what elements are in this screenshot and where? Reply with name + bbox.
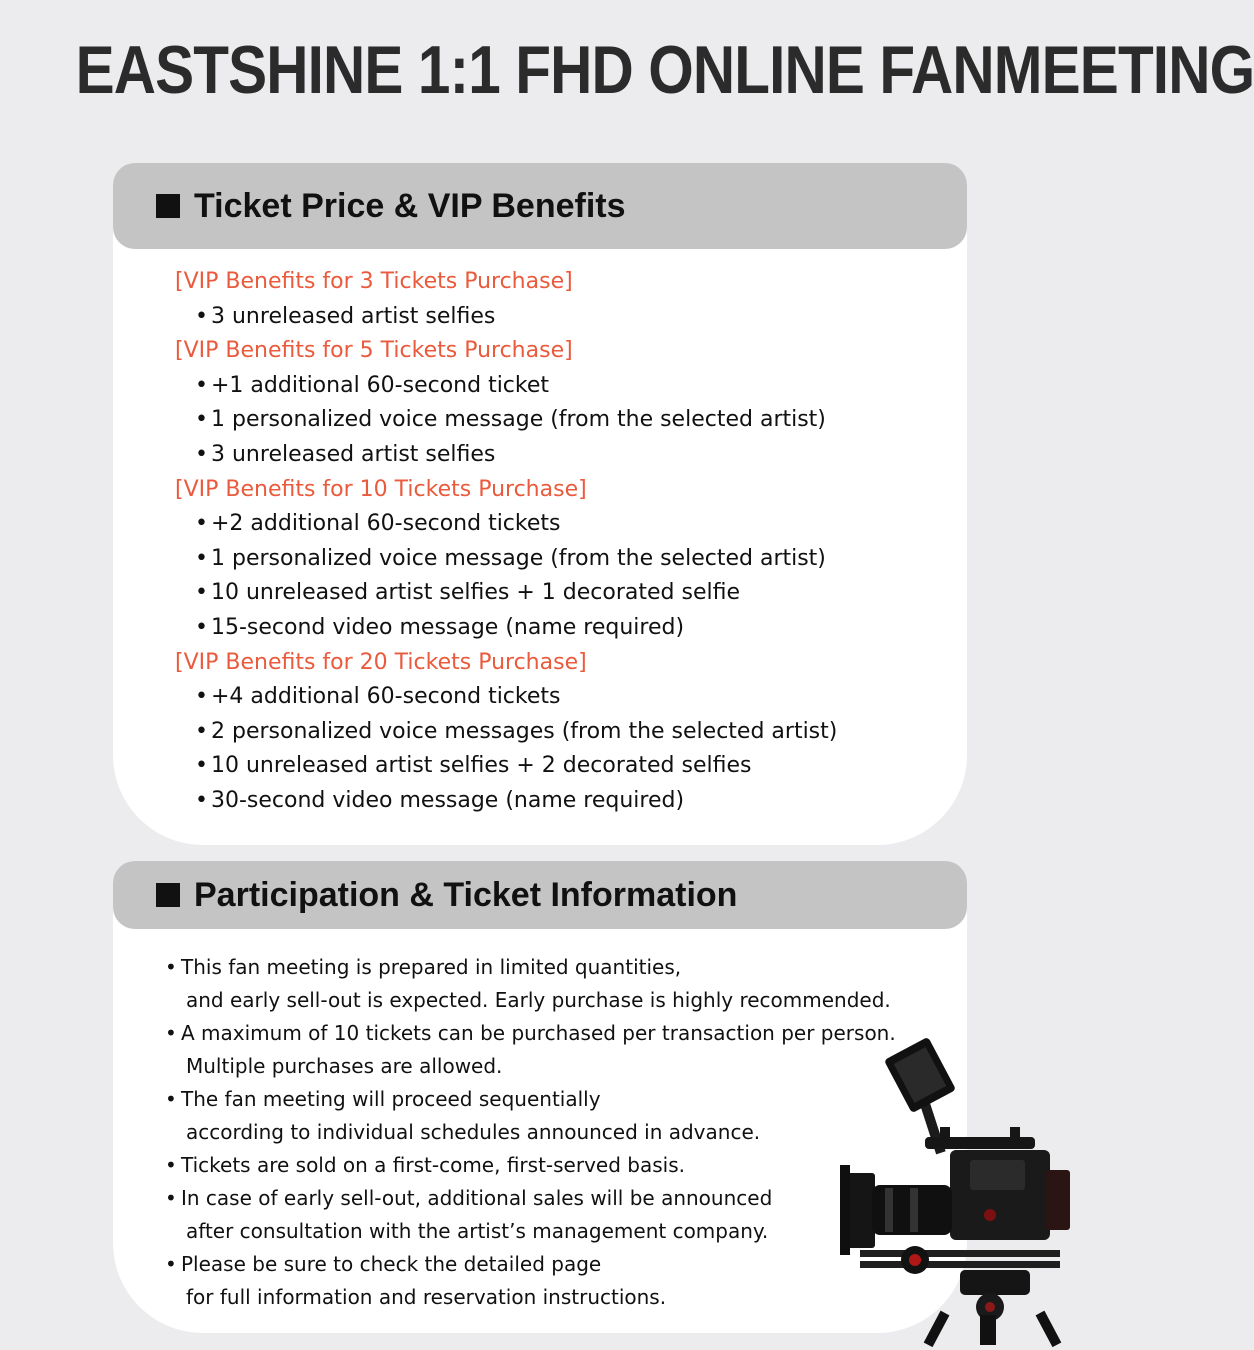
info-text: Please be sure to check the detailed page — [181, 1252, 602, 1276]
bullet-dot-icon: • — [195, 303, 208, 329]
info-item — [165, 951, 896, 1017]
tier-heading: [VIP Benefits for 10 Tickets Purchase] — [175, 476, 587, 502]
info-text-continued: Multiple purchases are allowed. — [186, 1054, 503, 1078]
benefit-text: 15-second video message (name required) — [211, 614, 685, 640]
info-text: Tickets are sold on a first-come, first-served basis. — [181, 1153, 685, 1177]
info-item — [165, 1182, 896, 1248]
benefit-item — [175, 300, 837, 335]
benefit-text: 1 personalized voice message (from the selected artist) — [211, 407, 826, 433]
tier-heading: [VIP Benefits for 20 Tickets Purchase] — [175, 649, 587, 675]
benefit-item — [175, 542, 837, 577]
tier-heading: [VIP Benefits for 5 Tickets Purchase] — [175, 338, 573, 364]
benefit-text: 2 personalized voice messages (from the selected artist) — [211, 718, 838, 744]
benefit-item — [175, 611, 837, 646]
info-text-continued: according to individual schedules announced in advance. — [186, 1120, 761, 1144]
benefit-item — [175, 369, 837, 404]
benefit-text: +2 additional 60-second tickets — [211, 511, 561, 537]
benefit-text: 1 personalized voice message (from the selected artist) — [211, 545, 826, 571]
info-item — [165, 1083, 896, 1149]
benefit-item — [175, 680, 837, 715]
bullet-dot-icon: • — [195, 753, 208, 779]
benefit-item — [175, 438, 837, 473]
participation-info-card — [113, 861, 967, 1333]
info-text: This fan meeting is prepared in limited quantities, — [181, 955, 682, 979]
benefit-item — [175, 507, 837, 542]
participation-info-list — [165, 951, 896, 1314]
participation-info-header — [113, 861, 967, 929]
benefit-item — [175, 749, 837, 784]
info-text: In case of early sell-out, additional sales will be announced — [181, 1186, 773, 1210]
benefit-item — [175, 403, 837, 438]
participation-info-header-label: Participation & Ticket Information — [194, 875, 738, 914]
benefit-item — [175, 715, 837, 750]
vip-benefits-list — [175, 265, 837, 819]
bullet-dot-icon: • — [195, 407, 208, 433]
vip-benefits-header — [113, 163, 967, 249]
benefit-item — [175, 576, 837, 611]
info-text: A maximum of 10 tickets can be purchased per transaction per person. — [181, 1021, 896, 1045]
vip-benefits-card — [113, 163, 967, 845]
benefit-text: +4 additional 60-second tickets — [211, 684, 561, 710]
bullet-dot-icon: • — [195, 684, 208, 710]
page-title: EASTSHINE 1:1 FHD ONLINE FANMEETING — [75, 32, 1254, 108]
cinema-camera-icon — [840, 1045, 1075, 1345]
bullet-dot-icon: • — [165, 1087, 177, 1111]
bullet-dot-icon: • — [165, 1021, 177, 1045]
info-text: The fan meeting will proceed sequentially — [181, 1087, 601, 1111]
info-text-continued: for full information and reservation instructions. — [186, 1285, 667, 1309]
benefit-item — [175, 784, 837, 819]
bullet-dot-icon: • — [165, 1252, 177, 1276]
bullet-dot-icon: • — [165, 955, 177, 979]
tier-heading: [VIP Benefits for 3 Tickets Purchase] — [175, 269, 573, 294]
bullet-dot-icon: • — [195, 372, 208, 398]
bullet-dot-icon: • — [195, 787, 208, 813]
bullet-dot-icon: • — [195, 614, 208, 640]
black-square-icon — [156, 194, 180, 218]
benefit-text: 3 unreleased artist selfies — [211, 303, 496, 329]
info-item — [165, 1017, 896, 1083]
benefit-text: +1 additional 60-second ticket — [211, 372, 550, 398]
black-square-icon — [156, 883, 180, 907]
bullet-dot-icon: • — [195, 545, 208, 571]
bullet-dot-icon: • — [195, 511, 208, 537]
bullet-dot-icon: • — [165, 1186, 177, 1210]
vip-benefits-header-label: Ticket Price & VIP Benefits — [194, 186, 626, 225]
bullet-dot-icon: • — [195, 718, 208, 744]
info-item — [165, 1149, 896, 1182]
benefit-text: 10 unreleased artist selfies + 1 decorated selfie — [211, 580, 740, 606]
benefit-text: 10 unreleased artist selfies + 2 decorated selfies — [211, 753, 752, 779]
info-text-continued: and early sell-out is expected. Early purchase is highly recommended. — [186, 988, 891, 1012]
bullet-dot-icon: • — [165, 1153, 177, 1177]
bullet-dot-icon: • — [195, 580, 208, 606]
benefit-text: 3 unreleased artist selfies — [211, 441, 496, 467]
info-item — [165, 1248, 896, 1314]
benefit-text: 30-second video message (name required) — [211, 787, 685, 813]
info-text-continued: after consultation with the artist’s management company. — [186, 1219, 769, 1243]
bullet-dot-icon: • — [195, 441, 208, 467]
